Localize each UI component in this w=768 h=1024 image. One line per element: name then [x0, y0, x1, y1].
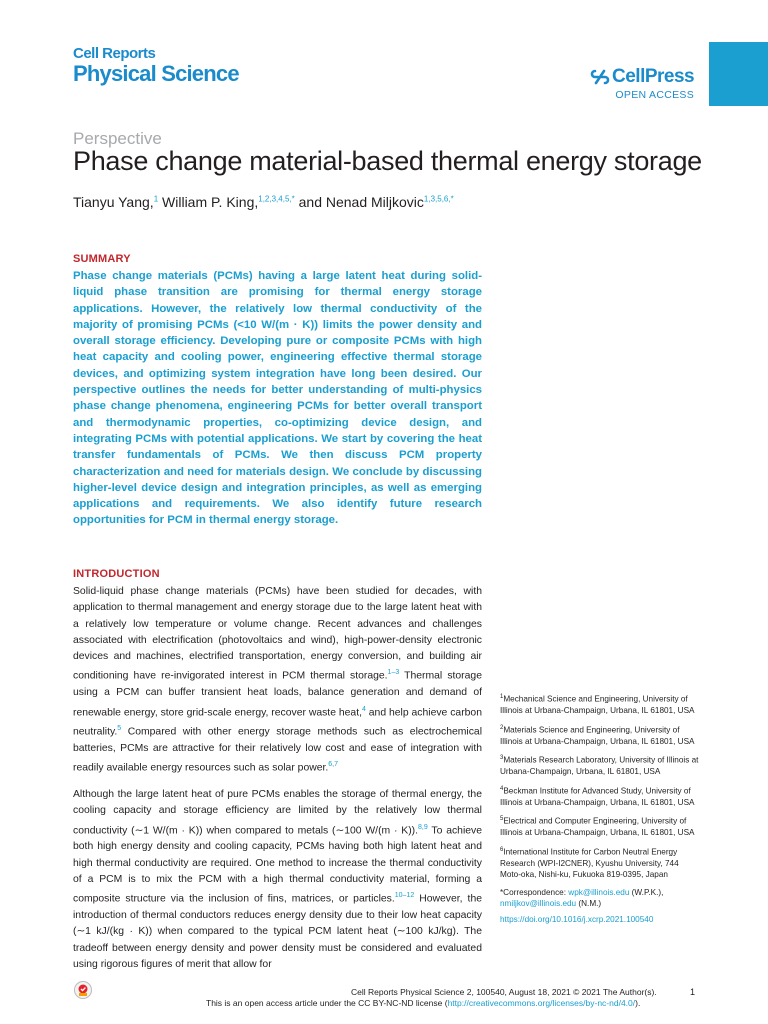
affiliation-item: $^6$International Institute for Carbon Neutral Energy Research (WPI-I2CNER), Kyushu University, 744 Moto-oka, Nishi-ku, Fukuoka 819-0395, Japan: [500, 846, 679, 880]
article-title: Phase change material-based thermal energy storage: [73, 146, 702, 176]
citation-ref[interactable]: 10–12: [394, 892, 415, 900]
affiliation-item: $^1$Mechanical Science and Engineering, University of Illinois at Urbana-Champaign, Urbana, IL 61801, USA: [500, 694, 695, 716]
citation-ref[interactable]: 8,9: [418, 823, 428, 831]
introduction-heading: INTRODUCTION: [73, 568, 160, 580]
citation-ref[interactable]: 6,7: [328, 761, 339, 769]
paragraph-text: However, the introduction of thermal conductors reduces energy density due to their low heat capacity (∼1 kJ/(kg · K)) when compared to the typical PCM latent heat (∼100 kJ/kg). The tradeoff between energy density and power density must be considered and evaluated using rigorous figures of merit that allow for: [73, 893, 483, 970]
summary-heading: SUMMARY: [73, 253, 131, 265]
affiliations: [500, 692, 700, 931]
doi-link[interactable]: https://doi.org/10.1016/j.xcrp.2021.100540: [500, 914, 654, 924]
check-for-updates-icon[interactable]: [73, 980, 93, 1000]
introduction-paragraph-2: [73, 787, 482, 973]
author-affiliation-ref[interactable]: 1,3,5,6,*: [423, 194, 454, 204]
citation-ref[interactable]: 5: [117, 725, 122, 733]
citation-ref[interactable]: 1–3: [387, 669, 400, 677]
paragraph-text: Although the large latent heat of pure PCMs enables the storage of thermal energy, the cooling capacity and storage efficiency are limited by the relatively low thermal conductivity (∼1 W/(m · K)) when compared to metals (∼100 W/(m · K)).: [73, 789, 482, 837]
paragraph-text: To achieve both high energy density and cooling capacity, PCMs having both high latent heat and high thermal conductivity are required. One method to increase the thermal conductivity of a PCM is to mix the PCM with a high thermal conductivity material, forming a composite structure via the inclusion of fins, matrices, or particles.: [73, 825, 483, 905]
email-link-king[interactable]: wpk@illinois.edu: [568, 887, 630, 897]
author-name: Tianyu Yang,: [73, 194, 154, 210]
paragraph-text: Thermal storage using a PCM can buffer transient heat loads, balance generation and demand of renewable energy, store grid-scale energy, recover waste heat,: [73, 670, 482, 719]
paragraph-text: and help achieve carbon neutrality.: [73, 707, 482, 738]
header-accent-tab: [709, 42, 768, 106]
article-type: Perspective: [73, 129, 162, 148]
correspondence: *Correspondence: wpk@illinois.edu (W.P.K.), nmiljkov@illinois.edu (N.M.): [500, 887, 664, 909]
affiliation-item: $^4$Beckman Institute for Advanced Study, University of Illinois at Urbana-Champaign, Urbana, IL 61801, USA: [500, 785, 695, 807]
cellpress-icon: [590, 68, 610, 86]
journal-name-line1: Cell Reports: [73, 45, 156, 62]
citation-ref[interactable]: 4: [361, 705, 366, 713]
footer-citation: Cell Reports Physical Science 2, 100540, August 18, 2021 © 2021 The Author(s).: [351, 987, 657, 997]
footer-license: This is an open access article under the CC BY-NC-ND license (http://creativecommons.org/licenses/by-nc-nd/4.0/).: [206, 998, 641, 1008]
publisher-logo[interactable]: [590, 66, 696, 101]
license-link[interactable]: http://creativecommons.org/licenses/by-nc-nd/4.0/: [447, 998, 636, 1008]
publisher-name: CellPress: [612, 66, 695, 87]
paragraph-text: Solid-liquid phase change materials (PCMs) have been studied for decades, with application to thermal management and energy storage due to the large latent heat with a relatively low temperature or volume change. Recent advances and challenges associated with electrification (photovoltaics and wind), high-power-density electronic devices and machines, electrified transportation, energy conversion, and building air conditioning have re-invigorated interest in PCM thermal storage.: [73, 586, 482, 682]
journal-name-line2: Physical Science: [73, 61, 239, 86]
introduction-paragraph-1: [73, 584, 482, 777]
author-name: William P. King,: [158, 194, 259, 210]
paragraph-text: Compared with other energy storage methods such as electrochemical batteries, PCMs are attractive for their relatively low cost and ease of integration with readily available energy resources such as solar power.: [73, 726, 482, 774]
journal-logo[interactable]: [73, 46, 239, 86]
affiliation-item: $^3$Materials Research Laboratory, University of Illinois at Urbana-Champaign, Urbana, IL 61801, USA: [500, 755, 699, 777]
author-name: and Nenad Miljkovic: [294, 194, 424, 210]
page-number: 1: [690, 987, 696, 997]
author-affiliation-ref[interactable]: 1,2,3,4,5,*: [258, 194, 295, 204]
email-link-miljkovic[interactable]: nmiljkov@illinois.edu: [500, 899, 577, 909]
affiliation-item: $^5$Electrical and Computer Engineering, University of Illinois at Urbana-Champaign, Urbana, IL 61801, USA: [500, 816, 695, 838]
affiliation-item: $^2$Materials Science and Engineering, University of Illinois at Urbana-Champaign, Urbana, IL 61801, USA: [500, 724, 695, 746]
author-list: [73, 194, 454, 210]
open-access-label: OPEN ACCESS: [615, 89, 694, 101]
summary-text: Phase change materials (PCMs) having a large latent heat during solid-liquid phase transition are promising for thermal energy storage applications. However, the relatively low thermal conductivity of the majority of promising PCMs (<10 W/(m · K)) limits the power density and overall storage efficiency. Developing pure or composite PCMs with high heat capacity and cooling power, engineering effective thermal storage devices, and optimizing system integration have long been desired. Our perspective outlines the needs for better understanding of multi-physics phase change phenomena, engineering PCMs for better overall transport and thermodynamic properties, co-optimizing device design, and integrating PCMs with potential applications. We start by covering the heat transfer fundamentals of PCMs. We then discuss PCM property characterization and need for materials design. We conclude by discussing higher-level device design and integration principles, as well as emerging applications and requirements. We also identify future research opportunities for PCM in thermal energy storage.: [73, 270, 482, 527]
author-affiliation-ref[interactable]: 1: [153, 194, 159, 204]
